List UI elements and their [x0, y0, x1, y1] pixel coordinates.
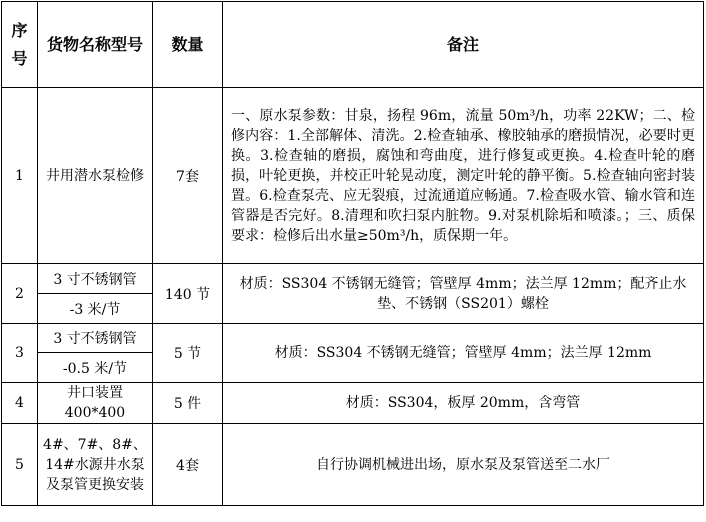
table-row [2, 324, 704, 353]
row-notes: 自行协调机械进出场，原水泵及泵管送至二水厂 [223, 424, 704, 506]
row-qty: 7套 [153, 88, 223, 264]
row-qty: 5 件 [153, 383, 223, 424]
table-row [2, 383, 704, 424]
row-notes: 材质：SS304，板厚 20mm，含弯管 [223, 383, 704, 424]
row-name-line1: 3 寸不锈钢管 [38, 324, 153, 353]
row-notes: 一、原水泵参数：甘泉，扬程 96m，流量 50m³/h，功率 22KW；二、检修内容：1.全部解体、清洗。2.检查轴承、橡胶轴承的磨损情况，必要时更换。3.检查轴的磨损，腐蚀和弯曲度，进行修复或更换。4.检查叶轮的磨损，叶轮更换，并校正叶轮晃动度，测定叶轮的静平衡。5.检查轴向密封装置。6.检查泵壳、应无裂痕，过流通道应畅通。7.检查吸水管、输水管和连管器是否完好。8.清理和吹扫泵内脏物。9.对泵机除垢和喷漆。；三、质保要求：检修后出水量≥50m³/h，质保期一年。 [223, 88, 704, 264]
row-qty: 140 节 [153, 264, 223, 324]
row-name-line1: 3 寸不锈钢管 [38, 264, 153, 294]
goods-table [1, 1, 704, 506]
row-name: 4#、7#、8#、14#水源井水泵及泵管更换安装 [38, 424, 153, 506]
row-seq: 3 [2, 324, 38, 383]
row-name-line2: 400*400 [64, 405, 126, 421]
table-row [2, 88, 704, 264]
row-name: 井用潜水泵检修 [38, 88, 153, 264]
header-notes: 备注 [223, 2, 704, 88]
row-seq: 2 [2, 264, 38, 324]
row-name-line1: 井口装置 [67, 385, 123, 401]
header-name: 货物名称型号 [38, 2, 153, 88]
row-qty: 5 节 [153, 324, 223, 383]
row-name [38, 383, 153, 424]
row-seq: 1 [2, 88, 38, 264]
table-header-row [2, 2, 704, 88]
row-qty: 4套 [153, 424, 223, 506]
row-notes: 材质：SS304 不锈钢无缝管；管壁厚 4mm；法兰厚 12mm；配齐止水垫、不锈钢（SS201）螺栓 [223, 264, 704, 324]
header-qty: 数量 [153, 2, 223, 88]
row-seq: 5 [2, 424, 38, 506]
row-name-line2: -0.5 米/节 [38, 353, 153, 383]
header-seq: 序号 [2, 2, 38, 88]
row-name-line2: -3 米/节 [38, 294, 153, 324]
row-seq: 4 [2, 383, 38, 424]
table-row [2, 424, 704, 506]
row-notes: 材质：SS304 不锈钢无缝管；管壁厚 4mm；法兰厚 12mm [223, 324, 704, 383]
table-row [2, 264, 704, 294]
